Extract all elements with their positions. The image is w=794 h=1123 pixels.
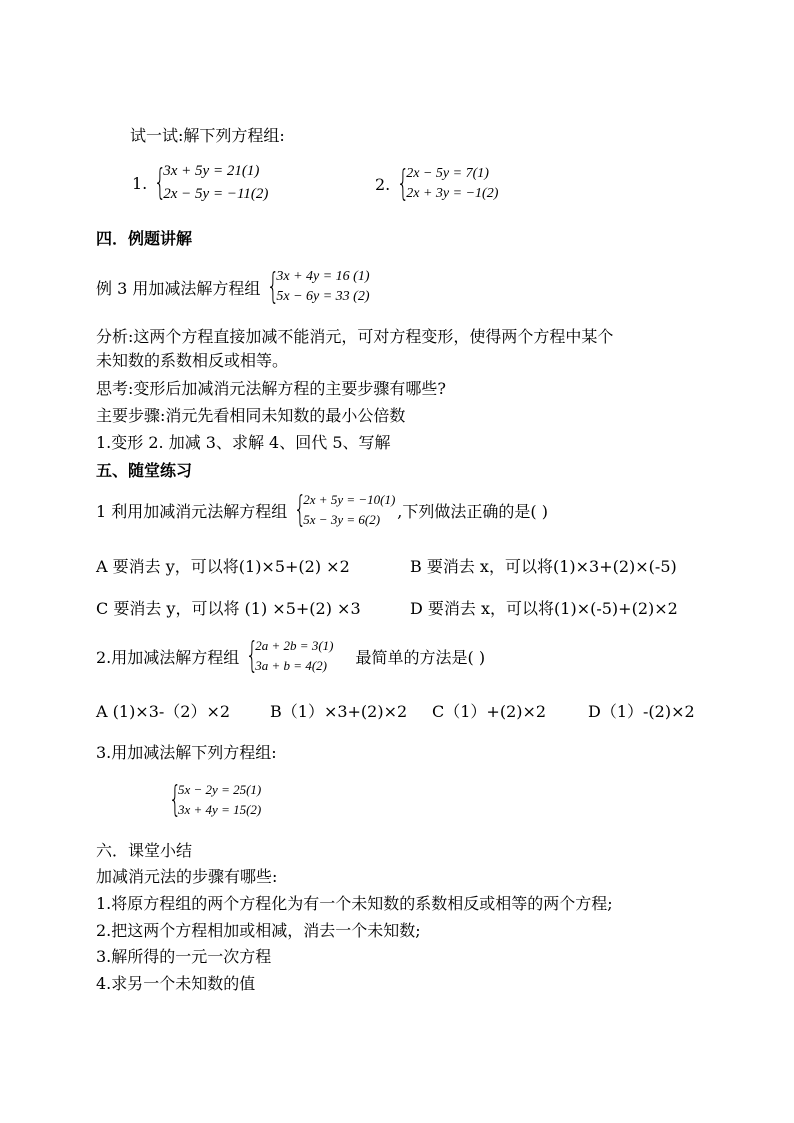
equation: 2x − 5y = 7(1) [406, 166, 489, 181]
question-1-lead: 1 利用加减消元法解方程组 [96, 501, 288, 521]
q1-option-b: B 要消去 x，可以将(1)×3+(2)×(-5) [410, 557, 677, 576]
summary-step-2: 2.把这两个方程相加或相减，消去一个未知数; [96, 921, 421, 940]
question-1 [96, 490, 552, 530]
equation: 5x − 3y = 6(2) [303, 512, 381, 527]
brace-icon: { [293, 489, 307, 530]
equation: 2x + 3y = −1(2) [406, 186, 499, 201]
think-line: 思考:变形后加减消元法解方程的主要步骤有哪些? [96, 379, 446, 398]
equation: 2a + 2b = 3(1) [255, 638, 334, 653]
question-3-lead: 3.用加减法解下列方程组: [96, 743, 277, 762]
equation: 3x + 5y = 21(1) [163, 163, 260, 179]
brace-icon: { [267, 266, 280, 307]
summary-intro: 加减消元法的步骤有哪些: [96, 867, 278, 886]
example-3-lead: 例 3 用加减法解方程组 [96, 278, 261, 298]
question-2-lead: 2.用加减法解方程组 [96, 647, 240, 667]
section-6-heading: 六．课堂小结 [96, 841, 193, 860]
q1-option-c: C 要消去 y，可以将 (1) ×5+(2) ×3 [96, 599, 361, 618]
question-3-system [166, 780, 261, 820]
brace-icon: { [168, 779, 182, 820]
question-1-tail: ,下列做法正确的是( ) [397, 501, 548, 521]
example-3 [96, 267, 370, 307]
equation: 3x + 4y = 16 (1) [276, 269, 370, 284]
brace-icon: { [153, 162, 167, 203]
q1-option-d: D 要消去 x，可以将(1)×(-5)+(2)×2 [410, 599, 678, 618]
analysis-line-2: 未知数的系数相反或相等。 [96, 351, 289, 370]
try-system-1-label: 1. [132, 173, 148, 193]
brace-icon: { [245, 635, 259, 676]
summary-step-3: 3.解所得的一元一次方程 [96, 947, 272, 966]
equation: 3x + 4y = 15(2) [178, 802, 262, 817]
equation: 5x − 2y = 25(1) [178, 782, 262, 797]
try-system-2-label: 2. [375, 174, 391, 194]
try-system-1 [132, 160, 268, 206]
equation: 3a + b = 4(2) [255, 658, 327, 673]
q1-option-a: A 要消去 y，可以将(1)×5+(2) ×2 [96, 557, 350, 576]
steps-list: 1.变形 2. 加减 3、求解 4、回代 5、写解 [96, 433, 391, 452]
try-system-2 [375, 164, 498, 204]
summary-step-4: 4.求另一个未知数的值 [96, 974, 256, 993]
q2-option-c: C（1）+(2)×2 [432, 702, 547, 721]
summary-step-1: 1.将原方程组的两个方程化为有一个未知数的系数相反或相等的两个方程; [96, 894, 613, 913]
q2-option-a: A (1)×3-（2）×2 [96, 702, 231, 721]
section-4-heading: 四．例题讲解 [96, 229, 193, 248]
question-2 [96, 636, 489, 676]
q2-option-b: B（1）×3+(2)×2 [270, 702, 408, 721]
equation: 5x − 6y = 33 (2) [276, 289, 370, 304]
equation: 2x − 5y = −11(2) [163, 186, 269, 202]
q2-option-d: D（1）-(2)×2 [588, 702, 695, 721]
try-title: 试一试:解下列方程组: [130, 126, 285, 145]
analysis-line-1: 分析:这两个方程直接加减不能消元，可对方程变形，使得两个方程中某个 [96, 327, 614, 346]
section-5-heading: 五、随堂练习 [96, 461, 193, 480]
brace-icon: { [396, 163, 410, 204]
equation: 2x + 5y = −10(1) [303, 492, 396, 507]
question-2-tail: 最简单的方法是( ) [355, 647, 486, 667]
steps-title: 主要步骤:消元先看相同未知数的最小公倍数 [96, 406, 406, 425]
